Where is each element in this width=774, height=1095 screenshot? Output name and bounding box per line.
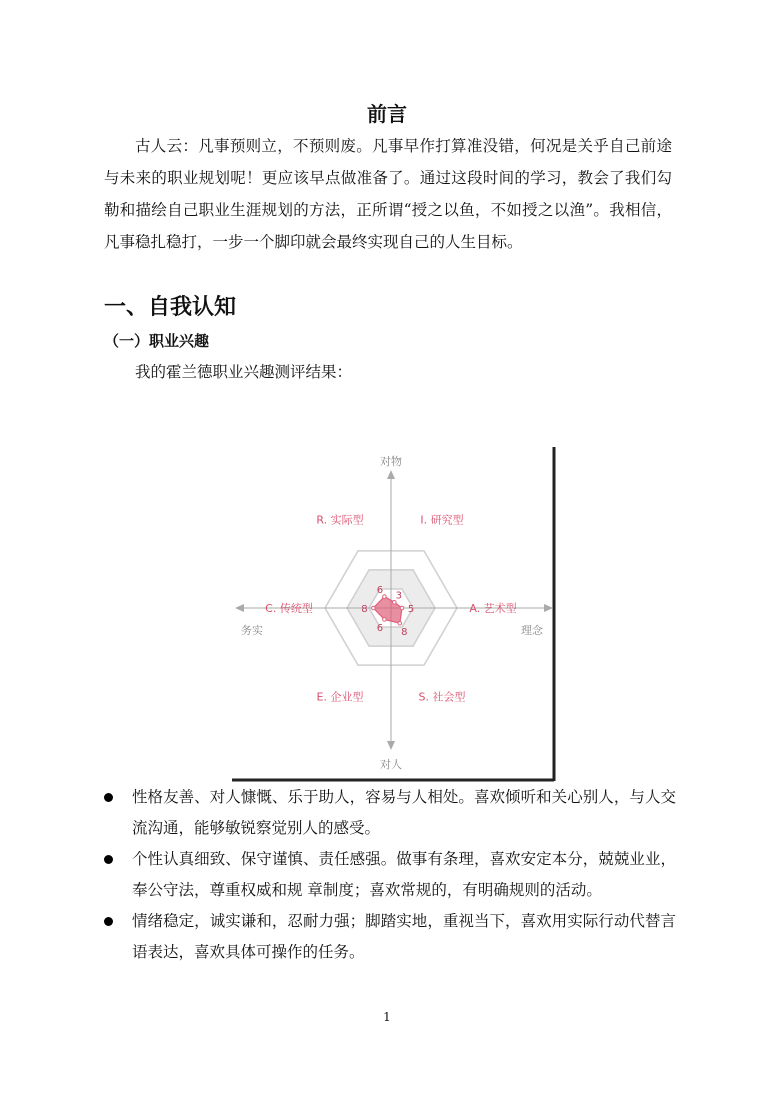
radar-point xyxy=(398,621,402,625)
radar-svg xyxy=(228,443,558,783)
radar-value-label: 6 xyxy=(376,623,384,635)
trait-list xyxy=(104,782,676,968)
section-heading: 一、自我认知 xyxy=(104,295,237,320)
radar-point xyxy=(383,618,387,622)
radar-value-label: 8 xyxy=(361,604,368,615)
list-item-text: 情绪稳定，诚实谦和，忍耐力强；脚踏实地，重视当下，喜欢用实际行动代替言语表达，喜欢具体可操作的任务。 xyxy=(132,912,676,961)
bullet-icon xyxy=(104,855,113,864)
radar-axis-end-label: 对物 xyxy=(380,455,402,468)
radar-axis-label: E. 企业型 xyxy=(316,690,364,704)
radar-value-label: 5 xyxy=(407,604,415,615)
page-title: 前言 xyxy=(367,102,407,126)
page-number: 1 xyxy=(383,1010,391,1024)
list-item-text: 性格友善、对人慷慨、乐于助人，容易与人相处。喜欢倾听和关心别人，与人交流沟通，能够敏锐察觉别人的感受。 xyxy=(132,788,676,837)
radar-point xyxy=(400,606,404,610)
list-item xyxy=(104,782,676,844)
radar-axis-label: A. 艺术型 xyxy=(469,602,517,615)
radar-value-label: 3 xyxy=(395,590,402,602)
radar-value-label: 8 xyxy=(401,627,408,639)
list-item xyxy=(104,906,676,968)
radar-point xyxy=(383,595,387,599)
radar-axis-end-label: 务实 xyxy=(241,624,263,637)
list-item xyxy=(104,844,676,906)
holland-radar-chart xyxy=(228,443,558,783)
radar-value-label: 6 xyxy=(376,584,384,596)
bullet-icon xyxy=(104,793,113,802)
radar-axis-label: S. 社会型 xyxy=(418,690,466,704)
radar-axis-end-label: 理念 xyxy=(521,624,543,637)
arrow-down-icon xyxy=(387,741,395,750)
radar-axis-end-label: 对人 xyxy=(380,758,402,771)
chart-lead-text: 我的霍兰德职业兴趣测评结果： xyxy=(135,363,353,381)
arrow-left-icon xyxy=(235,604,244,612)
radar-axis-label: I. 研究型 xyxy=(420,513,464,527)
radar-axis-label: C. 传统型 xyxy=(265,602,313,615)
radar-point xyxy=(372,606,376,610)
radar-axis-label: R. 实际型 xyxy=(316,513,364,527)
arrow-up-icon xyxy=(387,470,395,479)
list-item-text: 个性认真细致、保守谨慎、责任感强。做事有条理，喜欢安定本分，兢兢业业，奉公守法，尊重权威和规 章制度；喜欢常规的，有明确规则的活动。 xyxy=(132,850,676,899)
bullet-icon xyxy=(104,917,113,926)
preface-paragraph: 古人云：凡事预则立，不预则废。凡事早作打算准没错，何况是关乎自己前途与未来的职业规划呢！更应该早点做准备了。通过这段时间的学习，教会了我们勾勒和描绘自己职业生涯规划的方法，正所谓“授之以鱼，不如授之以渔”。我相信，凡事稳扎稳打，一步一个脚印就会最终实现自己的人生目标。 xyxy=(104,137,672,251)
subsection-heading: （一）职业兴趣 xyxy=(104,332,210,350)
arrow-right-icon xyxy=(544,604,553,612)
